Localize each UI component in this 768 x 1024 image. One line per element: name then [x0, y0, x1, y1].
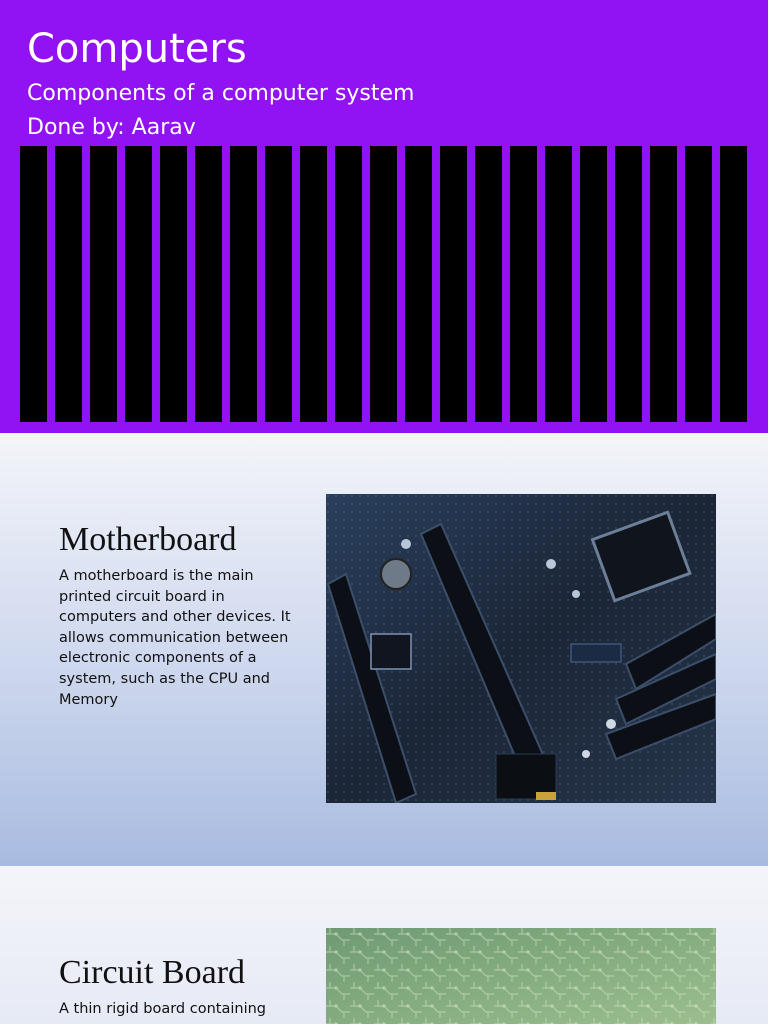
slide-motherboard [0, 433, 768, 866]
slide-body-text: A thin rigid board containing [59, 1001, 266, 1017]
decorative-bar [160, 146, 187, 422]
decorative-bar [475, 146, 502, 422]
decorative-bar [265, 146, 292, 422]
decorative-bar [195, 146, 222, 422]
decorative-bar [20, 146, 47, 422]
slide-heading: Motherboard [59, 521, 237, 558]
decorative-bar [650, 146, 677, 422]
decorative-bar [440, 146, 467, 422]
decorative-bar [335, 146, 362, 422]
decorative-bar [720, 146, 747, 422]
decorative-bar [370, 146, 397, 422]
title-slide [0, 0, 768, 433]
slide-title: Computers [27, 26, 247, 72]
decorative-bar [510, 146, 537, 422]
decorative-bars [20, 146, 748, 422]
decorative-bar [55, 146, 82, 422]
decorative-bar [300, 146, 327, 422]
decorative-bar [615, 146, 642, 422]
decorative-bar [685, 146, 712, 422]
decorative-bar [125, 146, 152, 422]
author-line: Done by: Aarav [27, 115, 196, 140]
slide-subtitle: Components of a computer system [27, 81, 415, 106]
decorative-bar [90, 146, 117, 422]
decorative-bar [230, 146, 257, 422]
decorative-bar [405, 146, 432, 422]
decorative-bar [580, 146, 607, 422]
circuit-board-image [326, 928, 716, 1024]
decorative-bar [545, 146, 572, 422]
slide-body-text: A motherboard is the main printed circuit board in computers and other devices. It allows communication between electronic components of a system, such as the CPU and Memory [59, 568, 291, 708]
slide-heading: Circuit Board [59, 954, 246, 991]
slide-circuit-board [0, 866, 768, 1024]
motherboard-image [326, 494, 716, 803]
